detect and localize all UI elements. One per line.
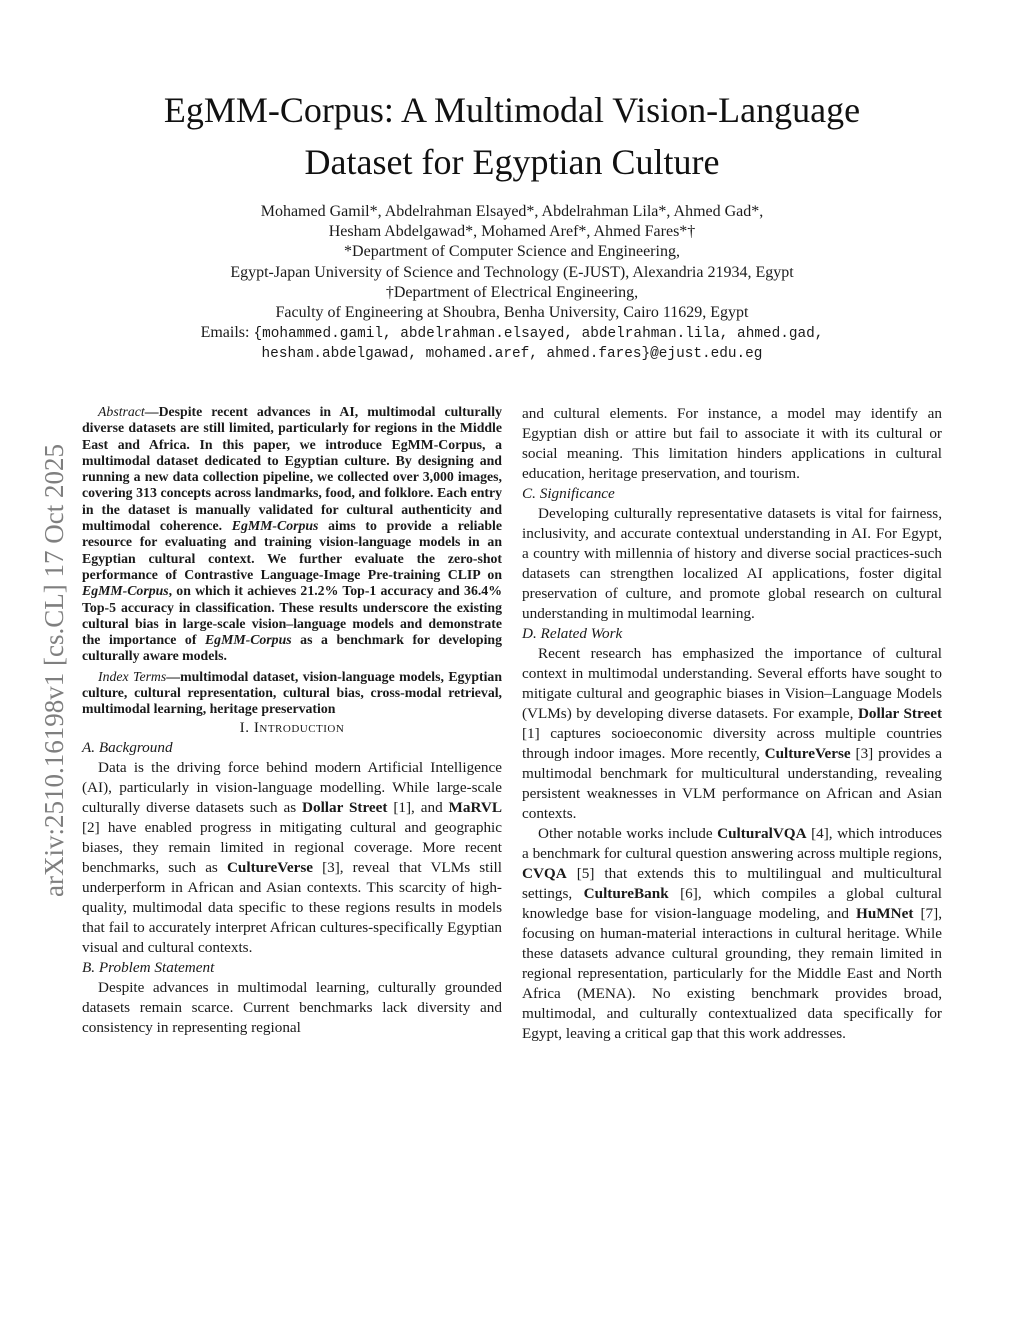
problem-statement-continued: and cultural elements. For instance, a model may identify an Egyptian dish or attire but fail to associate it with its cultural or social meaning. This limitation hinders applications in cultural education, heritage preservation, and tourism. [522,405,942,482]
title-line-1: EgMM-Corpus: A Multimodal Vision-Language [163,90,861,130]
subsection-background-heading: A. Background [82,738,173,756]
abstract-dataset-name-1: EgMM-Corpus [231,518,319,534]
background-dataset-3: CultureVerse [226,858,313,876]
related-work-2-text-4: [6], which compiles a global cultural knowledge base for vision-language modeling, and [522,885,942,922]
affiliation-2-university: Faculty of Engineering at Shoubra, Benha University, Cairo 11629, Egypt [275,304,749,322]
related-work-2-dataset-4: HuMNet [856,905,914,922]
related-work-2-text-1: Other notable works include [538,825,718,842]
background-dataset-1: Dollar Street [302,798,388,816]
affiliation-2-department: †Department of Electrical Engineering, [385,283,639,301]
related-work-paragraph-1 [522,644,942,824]
related-work-2-dataset-2: CVQA [522,865,567,882]
related-work-dataset-2: CultureVerse [764,745,851,762]
right-column [522,404,942,1044]
index-terms [82,669,502,718]
paper-title [100,84,924,188]
related-work-2-dataset-1: CulturalVQA [717,825,807,842]
problem-statement-paragraph: Despite advances in multimodal learning, culturally grounded datasets remain scarce. Current benchmarks lack diversity and consistency in representing regional [82,978,502,1036]
affiliation-1-department: *Department of Computer Science and Engineering, [344,243,680,261]
abstract-text-2: aims to provide a reliable resource for evaluating and training vision-language models in an Egyptian cultural context. We further evaluate the zero-shot performance of Contrastive Language-Image Pre-training CLIP on [82,518,502,582]
left-column [82,404,502,1038]
arxiv-identifier [34,380,74,960]
abstract-text-4: as a benchmark for developing culturally aware models. [82,632,502,664]
emails-line-1 [150,323,874,344]
index-terms-label: Index Terms [98,668,167,684]
emails-list-2: hesham.abdelgawad, mohamed.aref, ahmed.fares}@ejust.edu.eg [261,346,763,363]
background-text-3: [2] have enabled progress in mitigating cultural and geographic biases, they remain limited in regional coverage. More recent benchmarks, such as [82,818,502,876]
abstract-dataset-name-3: EgMM-Corpus [204,632,292,648]
related-work-text-2: [1] captures socioeconomic diversity across multiple countries through indoor images. More recently, [522,725,942,762]
arxiv-identifier-text: arXiv:2510.16198v1 [cs.CL] 17 Oct 2025 [38,443,69,897]
title-line-2: Dataset for Egyptian Culture [304,142,720,182]
related-work-text-1: Recent research has emphasized the importance of cultural context in multimodal understanding. Several efforts have sought to mitigate cultural and geographic biases in Vision–Language Models (VLMs) by developing diverse datasets. For example, [522,645,942,722]
significance-paragraph: Developing culturally representative datasets is vital for fairness, inclusivity, and accurate contextual understanding in AI. For Egypt, a country with millennia of history and diverse social practices-such datasets can strengthen localized AI applications, foster digital preservation of culture, and promote global research on cultural understanding in multimodal learning. [522,505,942,622]
related-work-2-dataset-3: CultureBank [583,885,669,902]
author-block [150,202,874,365]
section-introduction-heading: I. Introduction [239,718,345,736]
abstract-text-1: —Despite recent advances in AI, multimodal culturally diverse datasets are still limited, particularly for regions in the Middle East and Africa. In this paper, we introduce EgMM-Corpus, a multimodal dataset dedicated to Egyptian culture. By designing and running a new data collection pipeline, we collected over 3,000 images, covering 313 concepts across landmarks, food, and folklore. Each entry in the dataset is manually validated for cultural authenticity and multimodal coherence. [82,404,502,534]
authors-line-2: Hesham Abdelgawad*, Mohamed Aref*, Ahmed Fares*† [328,223,696,241]
background-dataset-2: MaRVL [448,798,503,816]
subsection-related-work-heading: D. Related Work [522,625,623,642]
background-text-4: [3], reveal that VLMs still underperform in African and Asian contexts. This scarcity of high-quality, multimodal data specific to these regions results in models that fail to accurately interpret African cultures-specifically Egyptian visual and cultural contexts. [82,858,502,956]
abstract [82,404,502,665]
emails-list-1: {mohammed.gamil, abdelrahman.elsayed, abdelrahman.lila, ahmed.gad, [253,326,824,343]
subsection-significance-heading: C. Significance [522,485,615,502]
related-work-paragraph-2 [522,824,942,1044]
related-work-text-3: [3] provides a multimodal benchmark for multicultural understanding, revealing persistent weaknesses in VLM performance on African and Asian contexts. [522,745,942,822]
subsection-problem-statement-heading: B. Problem Statement [82,958,215,976]
abstract-dataset-name-2: EgMM-Corpus [82,583,169,599]
related-work-dataset-1: Dollar Street [857,705,942,722]
emails-label: Emails: [200,324,250,342]
abstract-label: Abstract [98,404,145,419]
related-work-2-text-3: [5] that extends this to multilingual and multicultural settings, [522,865,942,902]
affiliation-1-university: Egypt-Japan University of Science and Technology (E-JUST), Alexandria 21934, Egypt [230,263,794,281]
related-work-2-text-5: [7], focusing on human-material interactions in cultural heritage. While these datasets advance cultural grounding, they remain limited in regional representation, particularly for the Middle East and North Africa (MENA). No existing benchmark provides broad, multimodal, and culturally contextualized data specifically for Egypt, leaving a critical gap that this work addresses. [522,905,942,1042]
index-terms-text: —multimodal dataset, vision-language models, Egyptian culture, cultural representation, cultural bias, cross-modal retrieval, multimodal learning, heritage preservation [82,668,502,717]
abstract-text-3: , on which it achieves 21.2% Top-1 accuracy and 36.4% Top-5 accuracy in classification. These results underscore the existing cultural bias in large-scale vision–language models and demonstrate the importance of [82,583,502,648]
background-paragraph [82,758,502,958]
related-work-2-text-2: [4], which introduces a benchmark for cultural question answering across multiple regions, [522,825,942,862]
background-text-2: [1], and [387,798,449,816]
authors-line-1: Mohamed Gamil*, Abdelrahman Elsayed*, Abdelrahman Lila*, Ahmed Gad*, [260,203,764,220]
background-text-1: Data is the driving force behind modern Artificial Intelligence (AI), particularly in vision-language modelling. While large-scale culturally diverse datasets such as [82,758,502,816]
